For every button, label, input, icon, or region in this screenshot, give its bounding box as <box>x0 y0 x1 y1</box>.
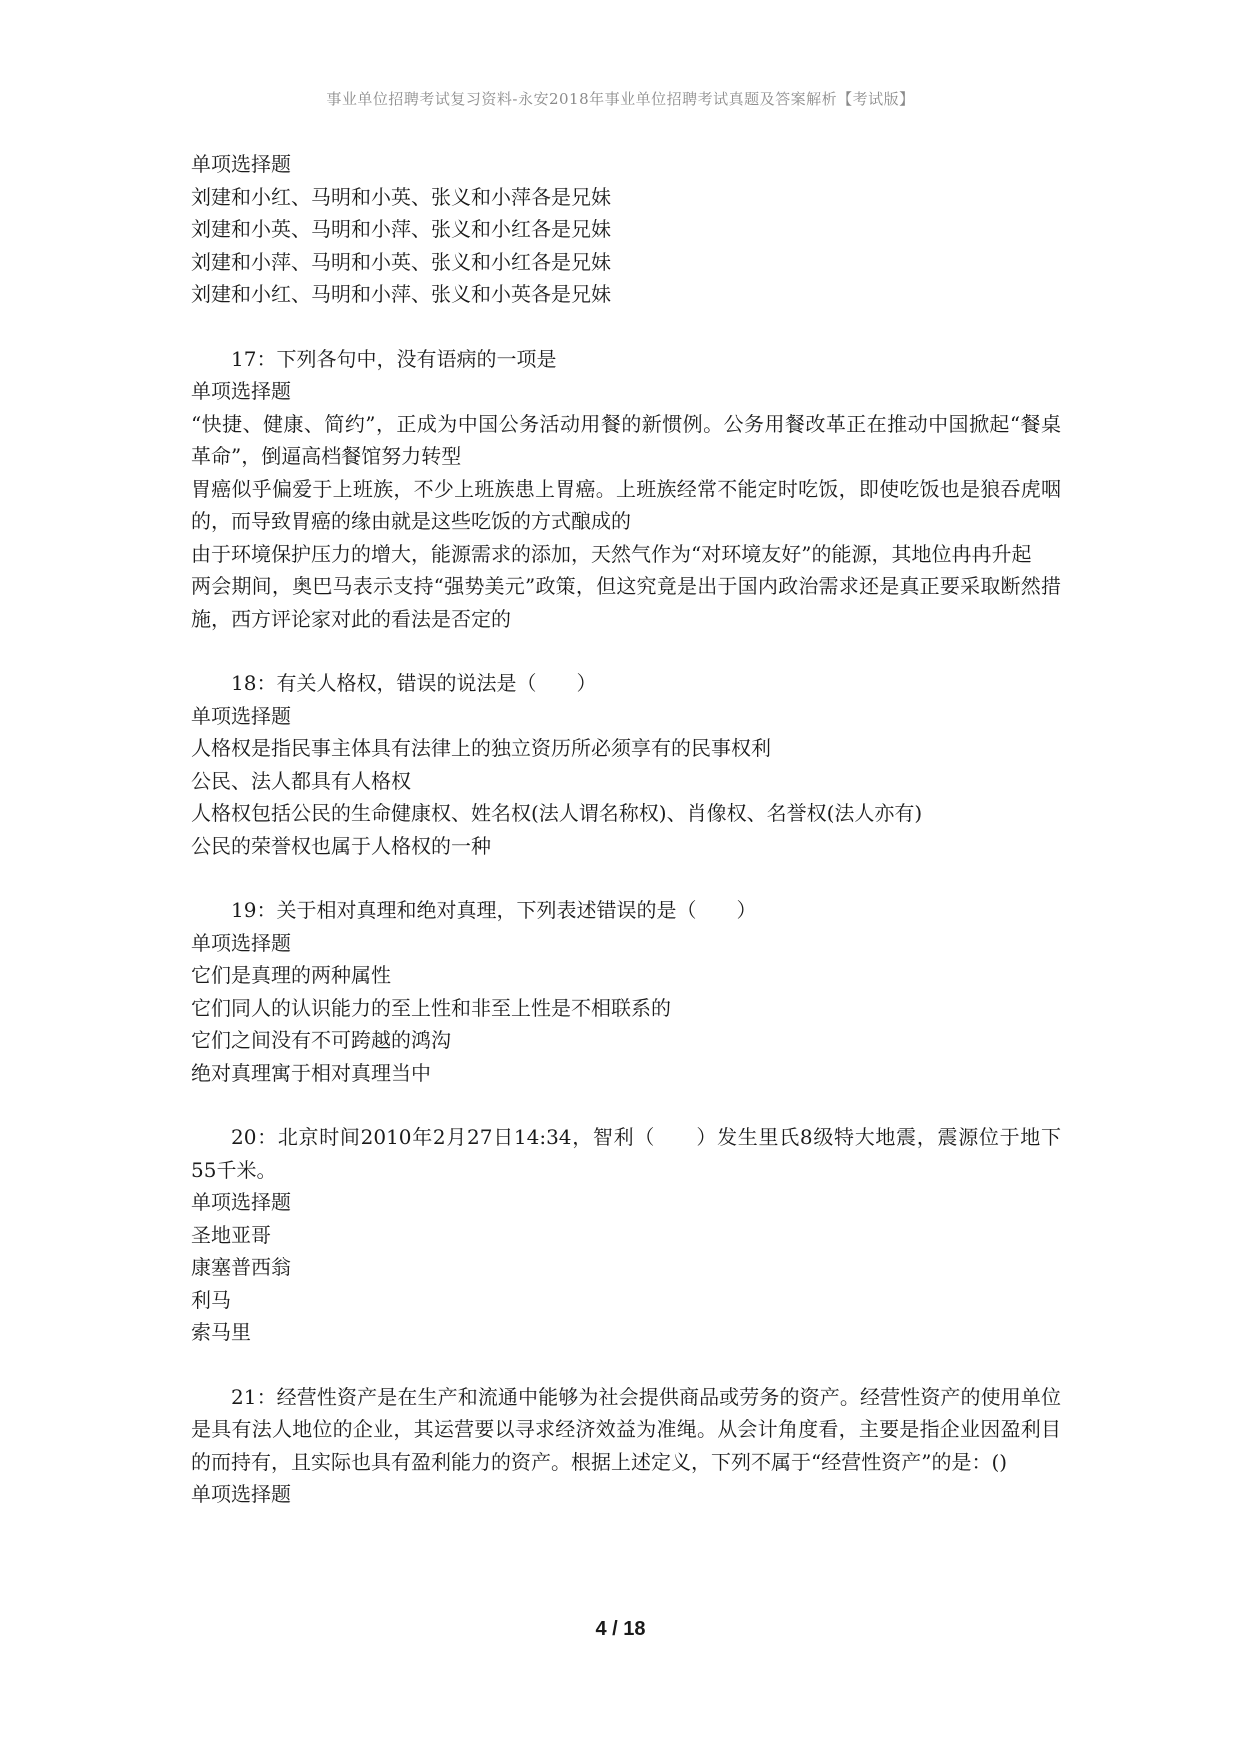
question-type: 单项选择题 <box>191 379 291 403</box>
question-type: 单项选择题 <box>191 930 291 955</box>
page-header: 事业单位招聘考试复习资料-永安2018年事业单位招聘考试真题及答案解析【考试版】 <box>326 90 915 108</box>
question-block-21 <box>191 1381 1061 1511</box>
question-type: 单项选择题 <box>191 1190 291 1214</box>
question-title: 20：北京时间2010年2月27日14:34，智利（ ）发生里氏8级特大地震，震源位于地下55千米。 <box>191 1125 1061 1182</box>
question-title: 21：经营性资产是在生产和流通中能够为社会提供商品或劳务的资产。经营性资产的使用单位是具有法人地位的企业，其运营要以寻求经济效益为准绳。从会计角度看，主要是指企业因盈利目的而持有，且实际也具有盈利能力的资产。根据上述定义，下列不属于“经营性资产”的是：() <box>191 1384 1061 1474</box>
document-body <box>191 148 1061 1511</box>
option: 刘建和小英、马明和小萍、张义和小红各是兄妹 <box>191 217 611 241</box>
option: 公民、法人都具有人格权 <box>191 768 411 793</box>
option: 两会期间，奥巴马表示支持“强势美元”政策，但这究竟是出于国内政治需求还是真正要采取断然措施，西方评论家对此的看法是否定的 <box>191 574 1061 631</box>
question-block-prev <box>191 148 1061 311</box>
option: 人格权包括公民的生命健康权、姓名权(法人谓名称权)、肖像权、名誉权(法人亦有) <box>191 801 923 825</box>
option: “快捷、健康、简约”，正成为中国公务活动用餐的新惯例。公务用餐改革正在推动中国掀起“餐桌革命”，倒逼高档餐馆努力转型 <box>191 411 1061 468</box>
question-title: 18：有关人格权，错误的说法是（ ） <box>231 671 597 695</box>
option: 刘建和小萍、马明和小英、张义和小红各是兄妹 <box>191 249 611 274</box>
question-block-19 <box>191 894 1061 1089</box>
question-type: 单项选择题 <box>191 152 291 176</box>
option: 刘建和小红、马明和小英、张义和小萍各是兄妹 <box>191 184 611 209</box>
option: 利马 <box>191 1287 231 1312</box>
option: 绝对真理寓于相对真理当中 <box>191 1060 431 1085</box>
option: 刘建和小红、马明和小萍、张义和小英各是兄妹 <box>191 282 611 306</box>
question-block-20 <box>191 1121 1061 1349</box>
question-title: 17：下列各句中，没有语病的一项是 <box>231 346 557 371</box>
option: 索马里 <box>191 1320 251 1344</box>
option: 圣地亚哥 <box>191 1222 271 1247</box>
option: 公民的荣誉权也属于人格权的一种 <box>191 833 491 858</box>
option: 它们之间没有不可跨越的鸿沟 <box>191 1028 451 1052</box>
option: 人格权是指民事主体具有法律上的独立资历所必须享有的民事权利 <box>191 736 771 760</box>
question-block-17 <box>191 343 1061 636</box>
question-title: 19：关于相对真理和绝对真理，下列表述错误的是（ ） <box>231 898 757 922</box>
question-type: 单项选择题 <box>191 1482 291 1506</box>
option: 胃癌似乎偏爱于上班族，不少上班族患上胃癌。上班族经常不能定时吃饭，即使吃饭也是狼吞虎咽的，而导致胃癌的缘由就是这些吃饭的方式酿成的 <box>191 476 1061 533</box>
page-number: 4 / 18 <box>595 1618 646 1640</box>
option: 它们是真理的两种属性 <box>191 963 391 987</box>
option: 康塞普西翁 <box>191 1255 291 1279</box>
option: 由于环境保护压力的增大，能源需求的添加，天然气作为“对环境友好”的能源，其地位冉冉升起 <box>191 541 1032 566</box>
option: 它们同人的认识能力的至上性和非至上性是不相联系的 <box>191 995 671 1020</box>
question-type: 单项选择题 <box>191 703 291 728</box>
question-block-18 <box>191 667 1061 862</box>
